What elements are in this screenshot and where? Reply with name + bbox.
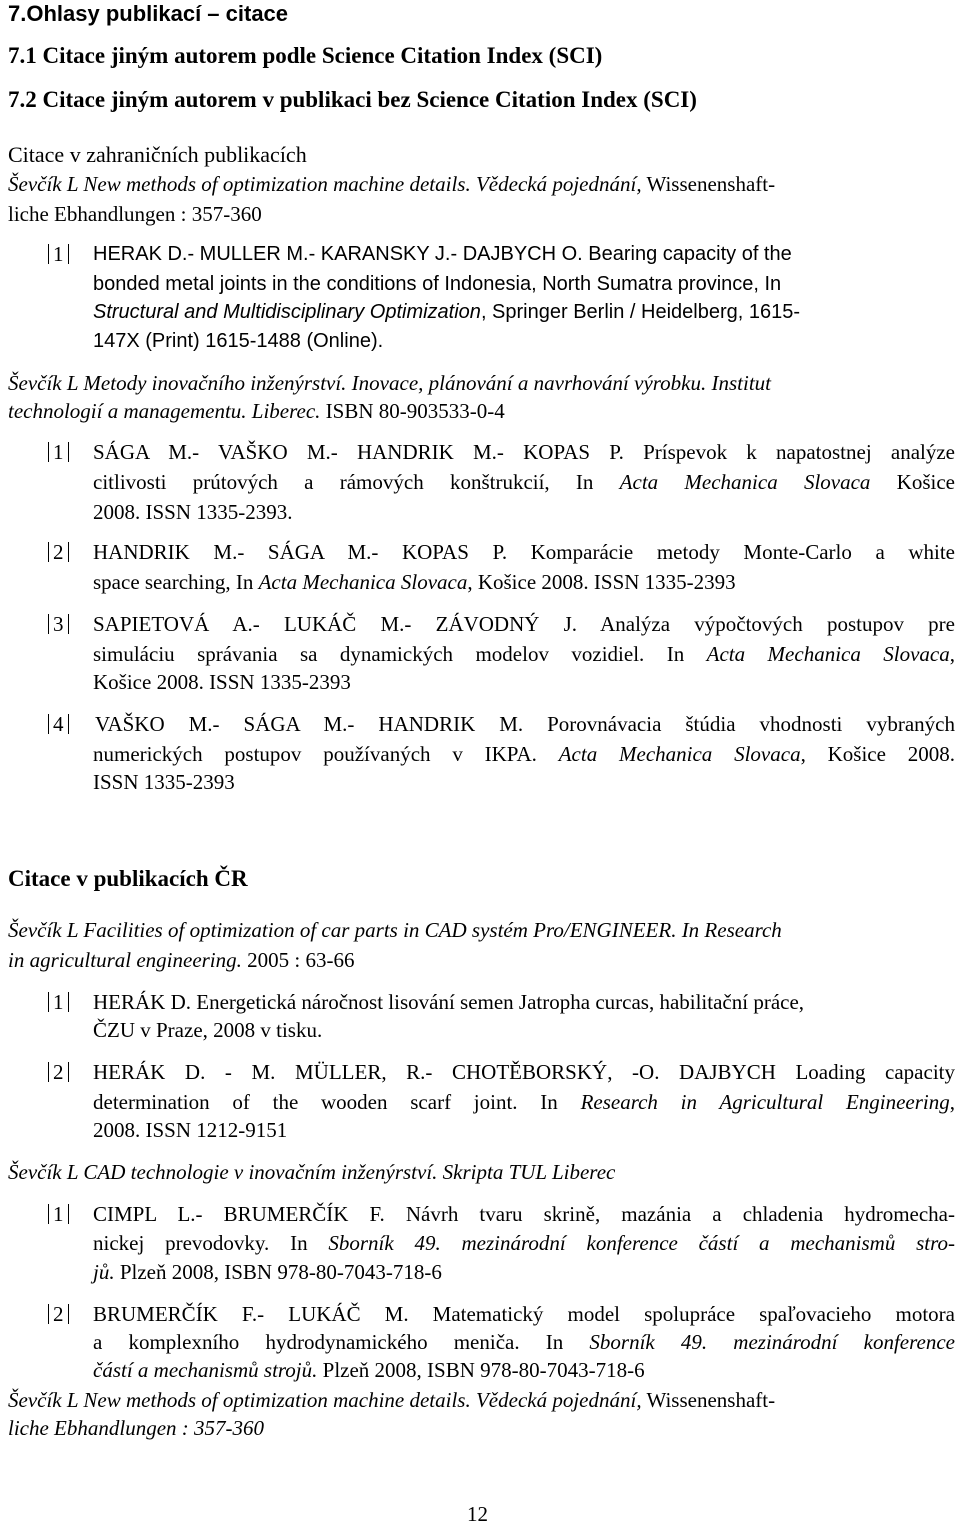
ref-number: 1 [44, 438, 73, 466]
entry-title [8, 916, 782, 944]
ref-line: BRUMERČÍK F.- LUKÁČ M. Matematický model spolupráce spaľovacieho motora [93, 1302, 955, 1326]
ref-line: 2008. ISSN 1212-9151 [93, 1118, 288, 1142]
ref-journal: jů. [93, 1260, 115, 1284]
ref-number: 3 [44, 610, 73, 638]
ref-text: , Springer Berlin / Heidelberg, 1615- [480, 301, 800, 323]
entry-title-rest: 2005 : 63-66 [241, 948, 355, 972]
ref-line: SAPIETOVÁ A.- LUKÁČ M.- ZÁVODNÝ J. Analýza výpočtových postupov pre [93, 612, 955, 636]
ref-journal: Acta Mechanica Slovaca [619, 470, 871, 494]
ref-line: částí a mechanismů strojů. Plzeň 2008, ISBN 978-80-7043-718-6 [93, 1358, 645, 1382]
ref-line: citlivosti prútových a rámových konštrukcií, In Acta Mechanica Slovaca Košice [93, 470, 955, 494]
foreign-citations-heading: Citace v zahraničních publikacích [8, 142, 307, 167]
ref-line: HERÁK D. Energetická náročnost lisování semen Jatropha curcas, habilitační práce, [93, 990, 805, 1014]
section-heading: 7.Ohlasy publikací – citace [8, 1, 289, 26]
ref-line: Košice 2008. ISSN 1335-2393 [93, 670, 351, 694]
entry-title-italic: Ševčík L CAD technologie v inovačním inženýrství. Skripta TUL Liberec [8, 1160, 616, 1184]
ref-line [93, 298, 800, 326]
subsection-heading-7-2: 7.2 Citace jiným autorem v publikaci bez Science Citation Index (SCI) [8, 87, 697, 112]
ref-journal: Research in Agricultural Engineering [580, 1090, 950, 1114]
entry-title [8, 1386, 775, 1414]
ref-line: 147X (Print) 1615-1488 (Online). [93, 330, 384, 352]
entry-title-italic: Ševčík L Facilities of optimization of car parts in CAD systém Pro/ENGINEER. In Research [8, 918, 782, 942]
ref-line: numerických postupov používaných v IKPA. Acta Mechanica Slovaca, Košice 2008. [93, 742, 955, 766]
ref-journal: Acta Mechanica Slovaca [706, 642, 950, 666]
ref-number: 1 [44, 988, 73, 1016]
entry-title-italic: Ševčík L New methods of optimization machine details. Vědecká pojednání, [8, 1388, 642, 1412]
ref-line: VAŠKO M.- SÁGA M.- HANDRIK M. Porovnávacia štúdia vhodnosti vybraných [95, 712, 955, 736]
entry-title [8, 170, 775, 198]
ref-line: bonded metal joints in the conditions of Indonesia, North Sumatra province, In [93, 273, 782, 295]
ref-line: SÁGA M.- VAŠKO M.- HANDRIK M.- KOPAS P. Príspevok k napatostnej analýze [93, 440, 955, 464]
ref-number: 1 [44, 240, 73, 268]
entry-title-italic: Ševčík L New methods of optimization machine details. Vědecká pojednání, [8, 172, 642, 196]
ref-line: HANDRIK M.- SÁGA M.- KOPAS P. Komparácie metody Monte-Carlo a white [93, 540, 955, 564]
page-number: 12 [467, 1502, 488, 1526]
ref-number: 1 [44, 1200, 73, 1228]
entry-title-line2 [8, 1414, 264, 1442]
entry-title-line2 [8, 946, 354, 974]
ref-line: nickej prevodovky. In Sborník 49. mezinárodní konference částí a mechanismů stro- [93, 1231, 955, 1255]
ref-authors: HERAK D.- MULLER M.- KARANSKY J.- DAJBYCH O. [93, 243, 583, 265]
ref-line: ČZU v Praze, 2008 v tisku. [93, 1018, 323, 1042]
ref-journal: Sborník 49. mezinárodní konference [589, 1330, 955, 1354]
ref-line: a komplexního hydrodynamického meniča. In Sborník 49. mezinárodní konference [93, 1330, 955, 1354]
ref-text: Bearing capacity of the [582, 243, 792, 265]
ref-line: jů. Plzeň 2008, ISBN 978-80-7043-718-6 [93, 1260, 442, 1284]
ref-line: space searching, In Acta Mechanica Slovaca, Košice 2008. ISSN 1335-2393 [93, 570, 736, 594]
entry-title-rest: ISBN 80-903533-0-4 [320, 399, 505, 423]
entry-title [8, 369, 771, 397]
ref-line: simuláciu správania sa dynamických modelov vozidiel. In Acta Mechanica Slovaca, [93, 642, 956, 666]
ref-journal: Sborník 49. mezinárodní konference částí a mechanismů stro- [328, 1231, 955, 1255]
ref-journal: částí a mechanismů strojů. [93, 1358, 318, 1382]
ref-line: determination of the wooden scarf joint. In Research in Agricultural Engineering, [93, 1090, 956, 1114]
cr-citations-heading: Citace v publikacích ČR [8, 866, 248, 891]
ref-number: 2 [44, 1058, 73, 1086]
entry-title-italic: liche Ebhandlungen : 357-360 [8, 1416, 265, 1440]
ref-line [93, 240, 792, 268]
ref-number: 4 [44, 710, 73, 738]
ref-line: ISSN 1335-2393 [93, 770, 235, 794]
entry-title-line2 [8, 397, 505, 425]
ref-journal: Acta Mechanica Slovaca [558, 742, 801, 766]
entry-title-line2: liche Ebhandlungen : 357-360 [8, 202, 262, 226]
entry-title-italic: in agricultural engineering. [8, 948, 242, 972]
entry-title [8, 1158, 615, 1186]
entry-title-rest: Wissenenshaft- [641, 1388, 776, 1412]
entry-title-italic: technologií a managementu. Liberec. [8, 399, 321, 423]
ref-journal: Structural and Multidisciplinary Optimization [93, 301, 481, 323]
entry-title-italic: Ševčík L Metody inovačního inženýrství. Inovace, plánování a navrhování výrobku. Institut [8, 371, 772, 395]
ref-number: 2 [44, 1300, 73, 1328]
ref-journal: Acta Mechanica Slovaca [258, 570, 468, 594]
entry-title-rest: Wissenenshaft- [641, 172, 776, 196]
subsection-heading-7-1: 7.1 Citace jiným autorem podle Science Citation Index (SCI) [8, 43, 603, 68]
ref-line: 2008. ISSN 1335-2393. [93, 500, 293, 524]
ref-line: HERÁK D. - M. MÜLLER, R.- CHOTĚBORSKÝ, -O. DAJBYCH Loading capacity [93, 1060, 955, 1084]
ref-number: 2 [44, 538, 73, 566]
ref-line: CIMPL L.- BRUMERČÍK F. Návrh tvaru skrině, mazánia a chladenia hydromecha- [93, 1202, 955, 1226]
